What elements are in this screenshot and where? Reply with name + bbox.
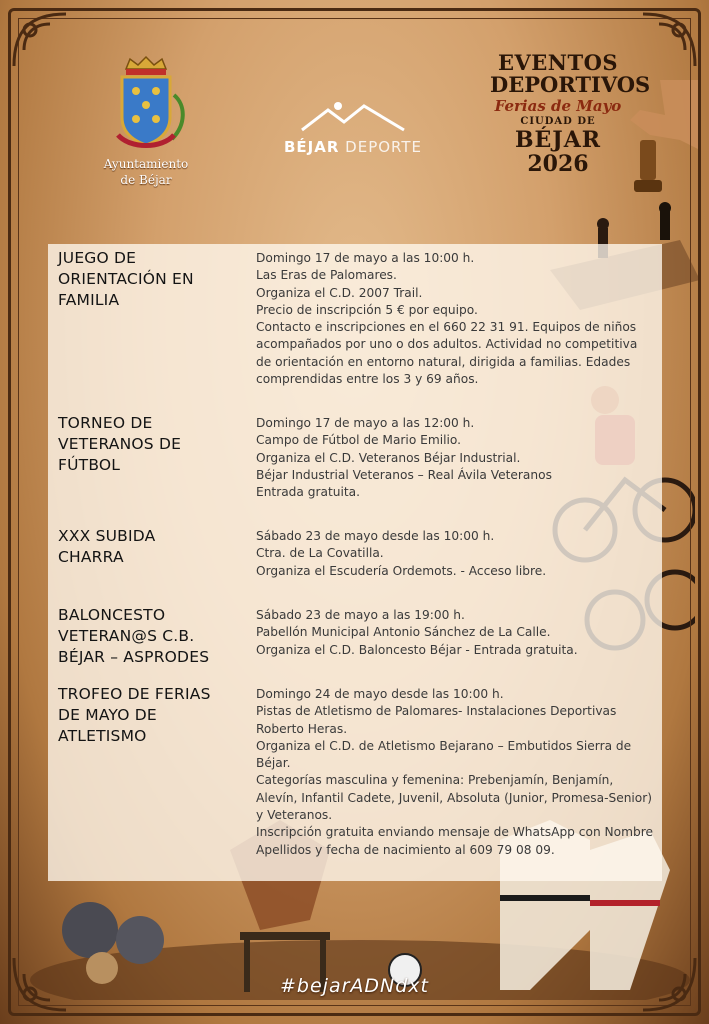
town-crest xyxy=(98,55,194,185)
event-name: BALONCESTO VETERAN@S C.B. BÉJAR – ASPRODES xyxy=(58,606,210,666)
event-detail-line: Las Eras de Palomares. xyxy=(256,268,397,283)
logo-text-light: DEPORTE xyxy=(345,138,423,156)
event-detail-line: Pabellón Municipal Antonio Sánchez de La Calle. xyxy=(256,625,551,640)
title-line-3: Ferias de Mayo xyxy=(494,97,622,115)
runner-mountain-icon xyxy=(298,100,408,134)
event-name: TROFEO DE FERIAS DE MAYO DE ATLETISMO xyxy=(58,685,211,745)
corner-ornament xyxy=(10,10,70,70)
event-detail-line: Organiza el C.D. de Atletismo Bejarano – Embutidos Sierra de Béjar. xyxy=(256,738,632,771)
event-details xyxy=(256,607,654,659)
title-line-4: CIUDAD DE xyxy=(520,116,596,127)
crest-caption-line2: de Béjar xyxy=(120,173,172,187)
event-detail-line: Organiza el Escudería Ordemots. - Acceso libre. xyxy=(256,563,547,578)
corner-ornament xyxy=(639,10,699,70)
event-detail-line: Sábado 23 de mayo desde las 10:00 h. xyxy=(256,529,495,543)
event-detail-line: Contacto e inscripciones en el 660 22 31 91. Equipos de niños acompañados por uno o dos adultos. Actividad no competitiva de orientación en entorno natural, dirigida a familias. Edades comprendidas entre los 3 y 69 años. xyxy=(256,320,638,387)
event-detail-line: Precio de inscripción 5 € por equipo. xyxy=(256,302,478,317)
event-details xyxy=(256,528,654,580)
event-detail-line: Domingo 24 de mayo desde las 10:00 h. xyxy=(256,687,504,701)
event-detail-line: Organiza el C.D. 2007 Trail. xyxy=(256,285,423,300)
title-line-5: BÉJAR xyxy=(514,127,602,153)
event-detail-line: Inscripción gratuita enviando mensaje de WhatsApp con Nombre Apellidos y fecha de nacimiento al 609 79 08 09. xyxy=(256,825,653,857)
event-details xyxy=(256,415,654,501)
event-series-title xyxy=(490,50,651,177)
event-name: XXX SUBIDA CHARRA xyxy=(58,527,156,566)
event-detail-line: Ctra. de La Covatilla. xyxy=(256,546,384,561)
event-name: JUEGO DE ORIENTACIÓN EN FAMILIA xyxy=(58,249,194,309)
logo-text-bold: BÉJAR xyxy=(283,138,340,156)
event-detail-line: Entrada gratuita. xyxy=(256,485,360,500)
event-details xyxy=(256,686,654,859)
event-detail-line: Béjar Industrial Veteranos – Real Ávila Veteranos xyxy=(256,467,552,482)
events-panel xyxy=(48,244,662,881)
event-detail-line: Categorías masculina y femenina: Prebenjamín, Benjamín, Alevín, Infantil Cadete, Juvenil, Absoluta (Junior, Promesa-Senior) y Veteranos. xyxy=(256,773,653,823)
event-detail-line: Domingo 17 de mayo a las 12:00 h. xyxy=(256,416,475,430)
title-line-2: DEPORTIVOS xyxy=(490,72,651,97)
event-detail-line: Sábado 23 de mayo a las 19:00 h. xyxy=(256,608,465,622)
crest-caption-line1: Ayuntamiento xyxy=(103,157,189,171)
event-name: TORNEO DE VETERANOS DE FÚTBOL xyxy=(58,414,182,474)
bejar-deporte-logo xyxy=(278,100,428,156)
event-detail-line: Domingo 17 de mayo a las 10:00 h. xyxy=(256,251,475,265)
event-detail-line: Organiza el C.D. Baloncesto Béjar - Entrada gratuita. xyxy=(256,642,578,657)
event-detail-line: Pistas de Atletismo de Palomares- Instalaciones Deportivas Roberto Heras. xyxy=(256,704,617,736)
title-line-6: 2026 xyxy=(527,151,589,177)
event-detail-line: Organiza el C.D. Veteranos Béjar Industrial. xyxy=(256,450,521,465)
coat-of-arms-icon xyxy=(100,55,192,155)
event-detail-line: Campo de Fútbol de Mario Emilio. xyxy=(256,433,461,448)
hashtag: #bejarADNdxt xyxy=(280,975,429,997)
title-line-1: EVENTOS xyxy=(497,50,619,75)
event-details xyxy=(256,250,654,388)
